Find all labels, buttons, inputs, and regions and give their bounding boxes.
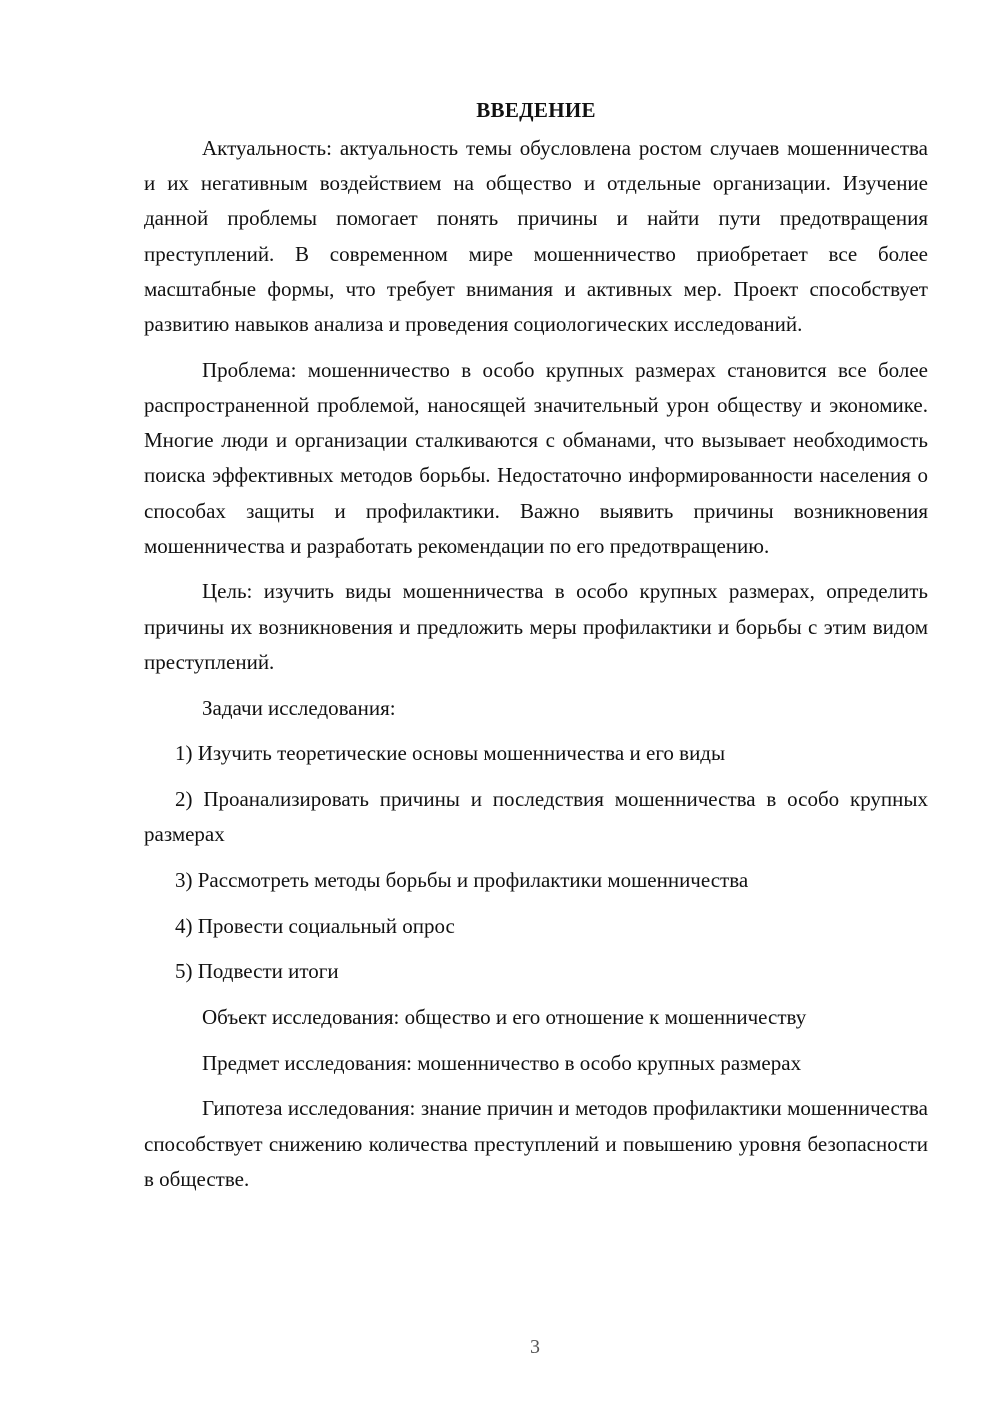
subject-paragraph: Предмет исследования: мошенничество в особо крупных размерах [202,1050,802,1075]
section-title: ВВЕДЕНИЕ [476,98,596,122]
task-item-2: 2) Проанализировать причины и последствия мошенничества в особо крупных размерах [144,786,928,847]
tasks-heading: Задачи исследования: [202,695,396,720]
page-number: 3 [530,1336,540,1358]
problem-paragraph: Проблема: мошенничество в особо крупных размерах становится все более распространенной проблемой, наносящей значительный урон обществу и экономике. Многие люди и организации сталкиваются с обманами, что вызывает необходимость поиска эффективных методов борьбы. Недостаточно информированности населения о способах защиты и профилактики. Важно выявить причины возникновения мошенничества и разработать рекомендации по его предотвращению. [144,357,928,558]
task-item-5: 5) Подвести итоги [175,959,339,984]
goal-paragraph: Цель: изучить виды мошенничества в особо крупных размерах, определить причины их возникновения и предложить меры профилактики и борьбы с этим видом преступлений. [144,579,928,674]
object-paragraph: Объект исследования: общество и его отношение к мошенничеству [202,1004,807,1029]
hypothesis-paragraph: Гипотеза исследования: знание причин и методов профилактики мошенничества способствует снижению количества преступлений и повышению уровня безопасности в обществе. [144,1096,928,1191]
relevance-paragraph: Актуальность: актуальность темы обусловлена ростом случаев мошенничества и их негативным воздействием на общество и отдельные организации. Изучение данной проблемы помогает понять причины и найти пути предотвращения преступлений. В современном мире мошенничество приобретает все более масштабные формы, что требует внимания и активных мер. Проект способствует развитию навыков анализа и проведения социологических исследований. [144,136,928,337]
tasks-list [144,736,928,989]
task-item-3: 3) Рассмотреть методы борьбы и профилактики мошенничества [175,867,749,892]
task-item-4: 4) Провести социальный опрос [175,913,455,938]
task-item-1: 1) Изучить теоретические основы мошенничества и его виды [175,741,726,766]
page-content [144,93,928,1207]
